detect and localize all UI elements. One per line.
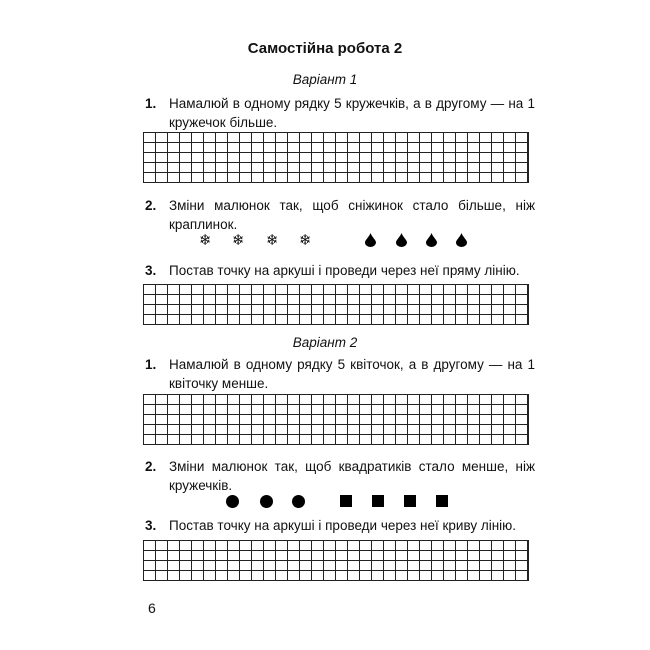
drop-icon [396,233,407,247]
v2-task-2-picture [0,495,650,515]
square-icon [436,495,448,507]
v1-task-2-picture [0,233,650,253]
v1-task-1-number: 1. [145,96,157,111]
snowflake-icon: ❄ [199,232,212,249]
square-icon [340,495,352,507]
circle-icon [292,495,305,508]
v1-task-1-grid[interactable] [143,132,528,183]
circle-icon [226,495,239,508]
v2-task-1 [145,355,535,393]
v2-task-1-text: Намалюй в одному рядку 5 квіточок, а в другому — на 1 квіточку менше. [169,357,535,391]
drop-icon [456,233,467,247]
snowflake-icon: ❄ [266,232,279,249]
square-icon [404,495,416,507]
v2-task-2-number: 2. [145,459,157,474]
snowflake-icon: ❄ [299,232,312,249]
snowflake-icon: ❄ [232,232,245,249]
v1-task-3 [145,261,535,280]
v1-task-3-grid[interactable] [143,284,528,325]
v2-task-3-grid[interactable] [143,540,528,581]
drop-icon [426,233,437,247]
variant-1-label: Варіант 1 [292,72,358,87]
v1-task-2 [145,196,535,234]
v1-task-3-number: 3. [145,263,157,278]
v2-task-3 [145,516,535,535]
v2-task-2 [145,457,535,495]
v1-task-2-text: Зміни малюнок так, щоб сніжинок стало більше, ніж краплинок. [169,198,535,232]
v2-task-2-text: Зміни малюнок так, щоб квадратиків стало менше, ніж кружечків. [169,459,535,493]
square-icon [372,495,384,507]
page-number: 6 [148,600,156,616]
page-title: Самостійна робота 2 [247,40,403,57]
circle-icon [260,495,273,508]
v2-task-3-number: 3. [145,518,157,533]
v1-task-3-text: Постав точку на аркуші і проведи через неї пряму лінію. [169,263,520,278]
drop-icon [365,233,376,247]
v1-task-2-number: 2. [145,198,157,213]
v1-task-1-text: Намалюй в одному рядку 5 кружечків, а в другому — на 1 кружечок більше. [169,96,535,130]
v1-task-1 [145,94,535,132]
v2-task-1-number: 1. [145,357,157,372]
v2-task-1-grid[interactable] [143,394,528,445]
variant-2-label: Варіант 2 [292,335,358,350]
v2-task-3-text: Постав точку на аркуші і проведи через неї криву лінію. [169,518,517,533]
